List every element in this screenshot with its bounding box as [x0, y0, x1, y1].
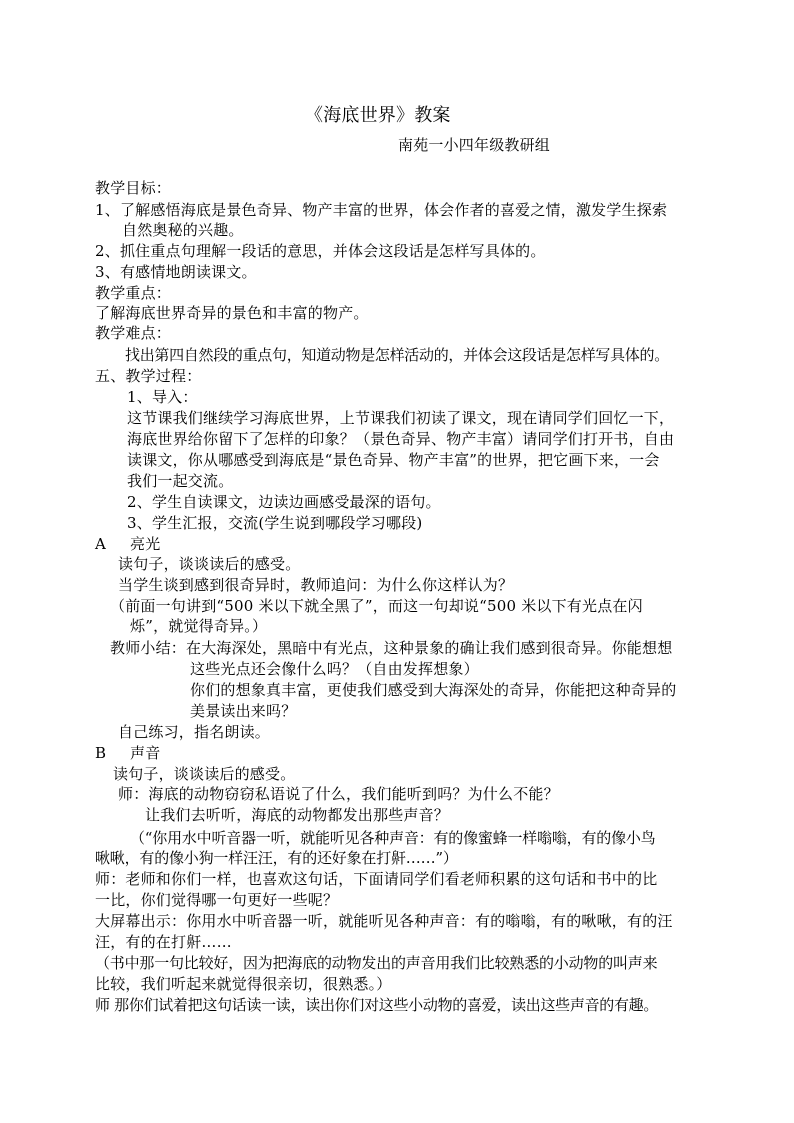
text-line: 2、抓住重点句理解一段话的意思，并体会这段话是怎样写具体的。: [95, 242, 546, 260]
text-line: （前面一句讲到“500 米以下就全黑了”，而这一句却说“500 米以下有光点在闪: [110, 597, 643, 615]
text-line: 自然奥秘的兴趣。: [122, 221, 244, 239]
text-line: 我们一起交流。: [127, 472, 234, 490]
text-line: 师 那你们试着把这句话读一读，读出你们对这些小动物的喜爱，读出这些声音的有趣。: [95, 996, 659, 1014]
text-line: 一比，你们觉得哪一句更好一些呢？: [95, 891, 339, 909]
text-line: （“你用水中听音器一听，就能听见各种声音：有的像蜜蜂一样嗡嗡，有的像小鸟: [130, 829, 656, 847]
text-line: 找出第四自然段的重点句，知道动物是怎样活动的，并体会这段话是怎样写具体的。: [125, 346, 669, 364]
subsection-title: 声音: [130, 744, 161, 762]
text-line: 这节课我们继续学习海底世界，上节课我们初读了课文，现在请同学们回忆一下，: [127, 409, 675, 427]
text-line: 读课文，你从哪感受到海底是“景色奇异、物产丰富”的世界，把它画下来，一会: [127, 451, 660, 469]
text-line: 大屏幕出示：你用水中听音器一听，就能听见各种声音：有的嗡嗡，有的啾啾，有的汪: [95, 912, 673, 930]
text-line: 读句子，谈谈读后的感受。: [113, 765, 296, 783]
section-marker-b: B: [95, 744, 107, 762]
text-line: 当学生谈到感到很奇异时，教师追问：为什么你这样认为？: [118, 576, 514, 594]
text-line: 3、学生汇报，交流(学生说到哪段学习哪段): [127, 514, 423, 532]
text-line: 了解海底世界奇异的景色和丰富的物产。: [95, 304, 369, 322]
text-line: 啾啾，有的像小狗一样汪汪，有的还好象在打鼾……”）: [95, 849, 458, 867]
section-heading: 教学重点：: [95, 284, 172, 302]
text-line: 1、了解感悟海底是景色奇异、物产丰富的世界，体会作者的喜爱之情，激发学生探索: [95, 201, 668, 219]
text-line: 读句子，谈谈读后的感受。: [118, 555, 301, 573]
text-line: 烁”，就觉得奇异。）: [130, 617, 268, 635]
text-line: 美景读出来吗？: [190, 702, 297, 720]
text-line: （书中那一句比较好，因为把海底的动物发出的声音用我们比较熟悉的小动物的叫声来: [95, 954, 658, 972]
text-line: 自己练习，指名朗读。: [118, 723, 271, 741]
text-line: 海底世界给你留下了怎样的印象？（景色奇异、物产丰富）请同学们打开书，自由: [127, 430, 675, 448]
text-line: 2、学生自读课文，边读边画感受最深的语句。: [127, 493, 441, 511]
text-line: 师：老师和你们一样，也喜欢这句话，下面请同学们看老师积累的这句话和书中的比: [95, 870, 658, 888]
text-line: 汪，有的在打鼾……: [95, 933, 232, 951]
section-heading: 教学难点：: [95, 324, 172, 342]
document-author: 南苑一小四年级教研组: [398, 136, 551, 154]
text-line: 3、有感情地朗读课文。: [95, 263, 257, 281]
text-line: 这些光点还会像什么吗？（自由发挥想象）: [190, 660, 479, 678]
text-line: 让我们去听听，海底的动物都发出那些声音？: [145, 806, 450, 824]
text-line: 教师小结：在大海深处，黑暗中有光点，这种景象的确让我们感到很奇异。你能想想: [110, 639, 673, 657]
text-line: 比较，我们听起来就觉得很亲切，很熟悉。）: [95, 975, 392, 993]
section-marker-a: A: [95, 535, 106, 553]
section-heading: 五、教学过程：: [95, 367, 202, 385]
section-heading: 教学目标：: [95, 179, 172, 197]
document-title: 《海底世界》教案: [305, 105, 451, 126]
text-line: 你们的想象真丰富，更使我们感受到大海深处的奇异，你能把这种奇异的: [190, 681, 677, 699]
text-line: 1、导入：: [127, 388, 198, 406]
text-line: 师：海底的动物窃窃私语说了什么，我们能听到吗？为什么不能？: [118, 785, 559, 803]
subsection-title: 亮光: [130, 535, 161, 553]
